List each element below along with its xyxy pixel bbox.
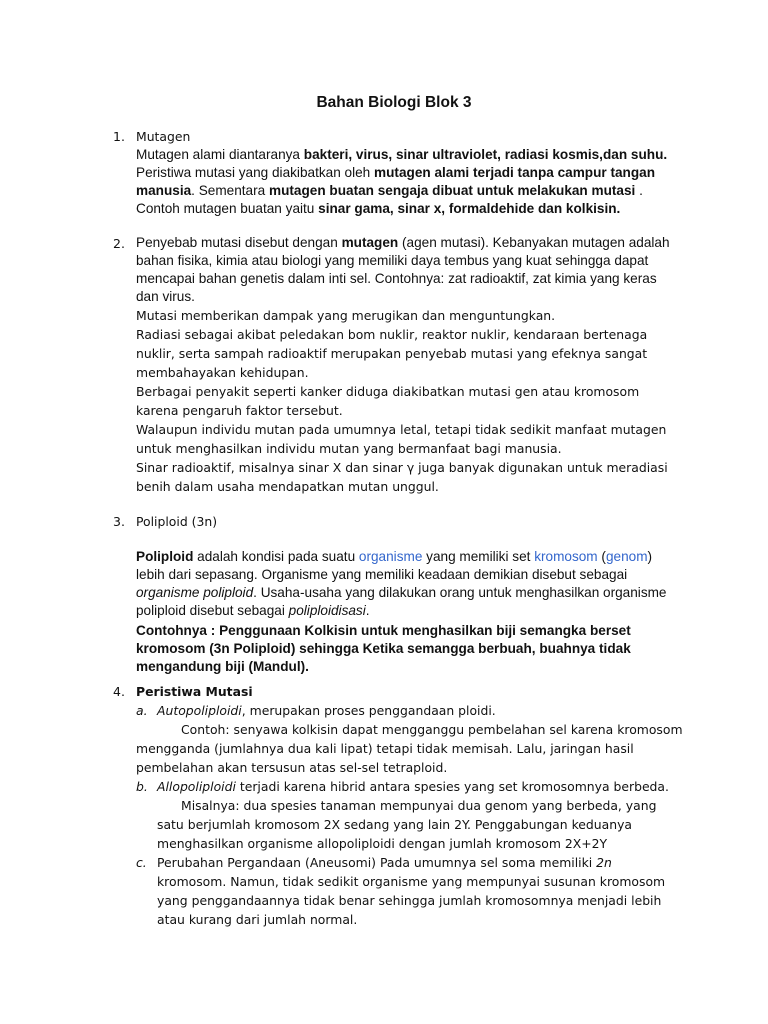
- list-item-autopoliploidi: a. Autopoliploidi, merupakan proses penggandaan ploidi.: [136, 703, 496, 718]
- section-number: 1.: [113, 129, 125, 144]
- list-item-aneusomi: c. Perubahan Pergandaan (Aneusomi) Pada umumnya sel soma memiliki 2n kromosom. Namun, tidak sedikit organisme yang mempunyai susunan kromosom yang penggandaannya tidak benar sehingga jumlah kromosomnya menjadi lebih atau kurang dari jumlah normal.: [136, 855, 666, 927]
- item-detail: Contoh: senyawa kolkisin dapat mengganggu pembelahan sel karena kromosom mengganda (jumlahnya dua kali lipat) tetapi tidak memisah. Lalu, jaringan hasil pembelahan akan tersusun atas sel-sel tetraploid.: [136, 722, 683, 775]
- section-penyebab-mutasi: [113, 234, 683, 496]
- section-heading: Mutagen: [136, 129, 191, 144]
- paragraph: Contoh mutagen buatan yaitu sinar gama, sinar x, formaldehide dan kolkisin.: [136, 201, 621, 216]
- item-detail: Misalnya: dua spesies tanaman mempunyai dua genom yang berbeda, yang satu berjumlah kromosom 2X sedang yang lain 2Y. Penggabungan keduanya menghasilkan organisme allopoliploidi dengan jumlah kromosom 2X+2Y: [157, 798, 657, 851]
- section-number: 2.: [113, 236, 125, 251]
- section-heading: Poliploid (3n): [136, 514, 218, 529]
- paragraph: Mutagen alami diantaranya bakteri, virus, sinar ultraviolet, radiasi kosmis,dan suhu.: [136, 147, 668, 162]
- paragraph: Radiasi sebagai akibat peledakan bom nuklir, reaktor nuklir, kendaraan bertenaga nuklir, serta sampah radioaktif merupakan penyebab mutasi yang efeknya sangat membahayakan kehidupan.: [136, 327, 648, 380]
- paragraph: Penyebab mutasi disebut dengan mutagen (agen mutasi). Kebanyakan mutagen adalah bahan fisika, kimia atau biologi yang memiliki daya tembus yang kuat sehingga dapat mencapai bahan genetis dalam inti sel. Contohnya: zat radioaktif, zat kimia yang keras dan virus.: [136, 235, 670, 304]
- section-poliploid: [113, 512, 683, 676]
- list-item-allopoliploidi: b. Allopoliploidi terjadi karena hibrid antara spesies yang set kromosomnya berbeda. Misalnya: dua spesies tanaman mempunyai dua genom yang berbeda, yang satu berjumlah kromosom 2X sedang yang lain 2Y. Penggabungan keduanya menghasilkan organisme allopoliploidi dengan jumlah kromosom 2X+2Y: [136, 777, 683, 853]
- link-kromosom[interactable]: kromosom: [534, 549, 598, 564]
- section-number: 3.: [113, 514, 125, 529]
- paragraph: Walaupun individu mutan pada umumnya letal, tetapi tidak sedikit manfaat mutagen untuk menghasilkan individu mutan yang bermanfaat bagi manusia.: [136, 422, 667, 456]
- example-paragraph: Contohnya : Penggunaan Kolkisin untuk menghasilkan biji semangka berset kromosom (3n Poliploid) sehingga Ketika semangga berbuah, buahnya tidak mengandung biji (Mandul).: [136, 623, 631, 674]
- section-number: 4.: [113, 684, 125, 699]
- paragraph: Berbagai penyakit seperti kanker diduga diakibatkan mutasi gen atau kromosom karena pengaruh faktor tersebut.: [136, 384, 640, 418]
- section-heading: Peristiwa Mutasi: [136, 684, 253, 699]
- section-mutagen: [113, 127, 683, 218]
- link-genom[interactable]: genom: [605, 549, 648, 564]
- definition-paragraph: Poliploid adalah kondisi pada suatu organisme yang memiliki set kromosom (genom) lebih dari sepasang. Organisme yang memiliki keadaan demikian disebut sebagai organisme poliploid. Usaha-usaha yang dilakukan orang untuk menghasilkan organisme poliploid disebut sebagai poliploidisasi.: [136, 549, 667, 618]
- paragraph: Sinar radioaktif, misalnya sinar X dan sinar γ juga banyak digunakan untuk meradiasi benih dalam usaha mendapatkan mutan unggul.: [136, 460, 668, 494]
- document-title: Bahan Biologi Blok 3: [316, 94, 472, 111]
- link-organisme[interactable]: organisme: [358, 549, 423, 564]
- paragraph: Peristiwa mutasi yang diakibatkan oleh mutagen alami terjadi tanpa campur tangan manusia. Sementara mutagen buatan sengaja dibuat untuk melakukan mutasi .: [136, 165, 656, 198]
- section-peristiwa-mutasi: [113, 682, 683, 929]
- paragraph: Mutasi memberikan dampak yang merugikan dan menguntungkan.: [136, 308, 556, 323]
